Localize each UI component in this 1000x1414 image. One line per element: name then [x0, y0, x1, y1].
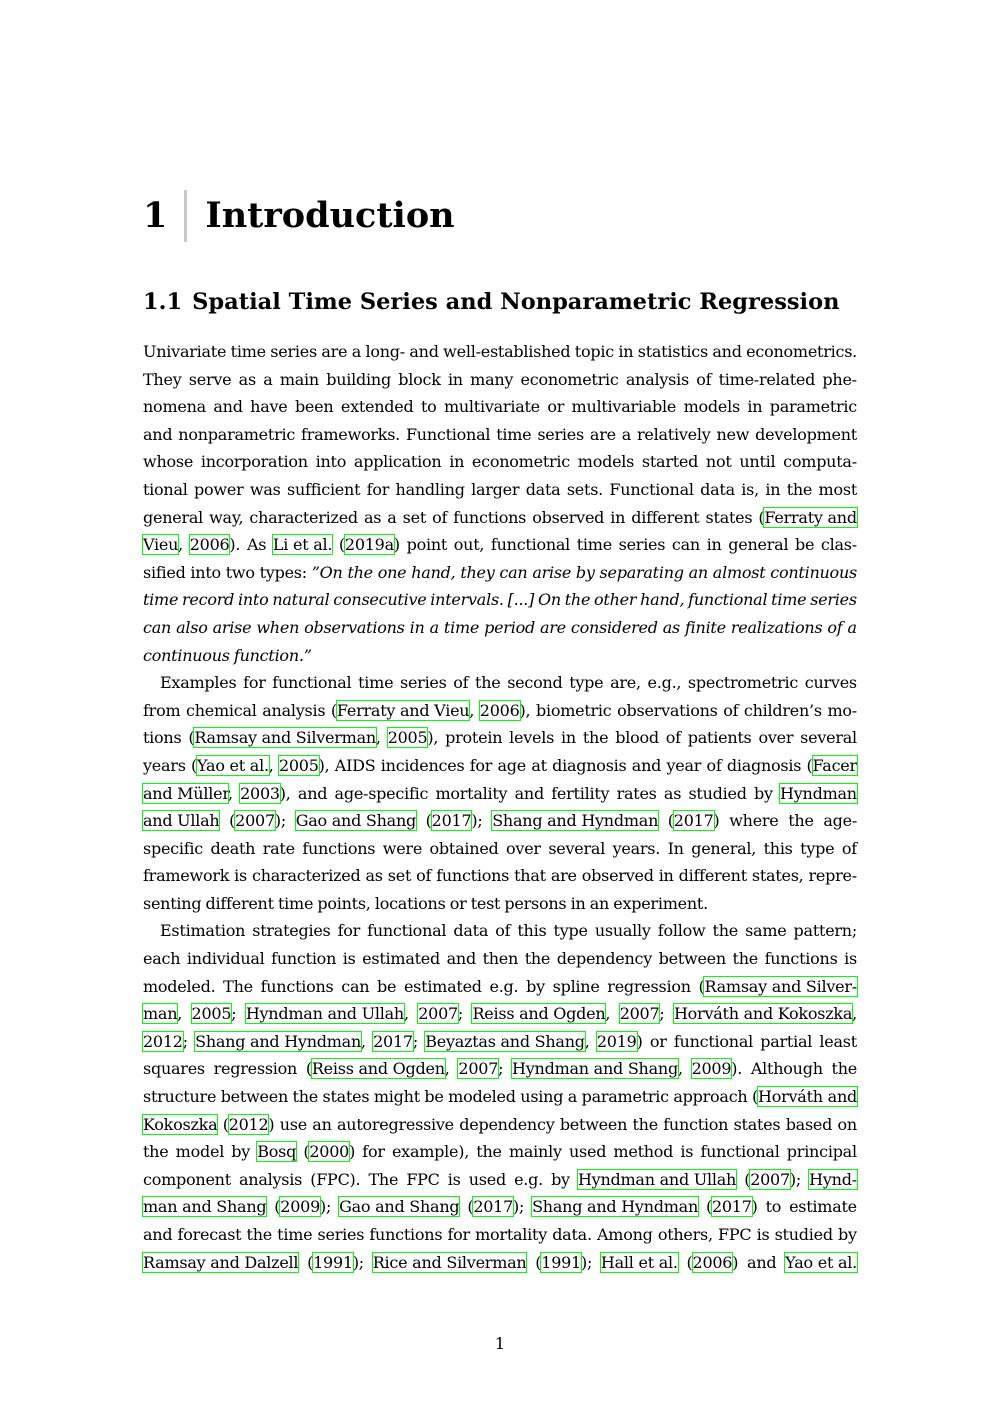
text-line: and Müller, 2003), and age-specific mortality and fertility rates as studied by Hyndman [143, 783, 857, 803]
text-line: the model by Bosq (2000) for example), the mainly used method is functional principal [143, 1142, 857, 1162]
citation-link[interactable]: 2017 [431, 811, 472, 831]
citation-link[interactable]: 2009 [691, 1059, 732, 1079]
citation-link[interactable]: 2007 [458, 1059, 499, 1079]
chapter-divider [184, 190, 187, 242]
citation-link[interactable]: Li et al. [272, 535, 333, 555]
text-line: sified into two types: ”On the one hand, they can arise by separating an almost continuous [143, 562, 857, 582]
text-line: Vieu, 2006). As Li et al. (2019a) point out, functional time series can in general be clas- [143, 535, 857, 555]
chapter-number: 1 [143, 195, 168, 236]
text-line: They serve as a main building block in many econometric analysis of time-related phe- [143, 369, 857, 389]
citation-link[interactable]: man [143, 1004, 178, 1024]
citation-link[interactable]: 2017 [373, 1031, 413, 1051]
citation-link[interactable]: Hyndman and Ullah [577, 1169, 737, 1189]
citation-link[interactable]: Bosq [257, 1142, 297, 1162]
text-line: years (Yao et al., 2005), AIDS incidences for age at diagnosis and year of diagnosis (Facer [143, 755, 857, 775]
citation-link[interactable]: 2019a [344, 535, 394, 555]
citation-link[interactable]: Hall et al. [600, 1252, 678, 1272]
chapter-title: Introduction [205, 195, 455, 236]
text-line: continuous function.” [143, 645, 312, 665]
citation-link[interactable]: Horváth and [758, 1087, 857, 1107]
text-line: from chemical analysis (Ferraty and Vieu, 2006), biometric observations of children’s mo- [143, 700, 857, 720]
text-line: and Ullah (2007); Gao and Shang (2017); Shang and Hyndman (2017) where the age- [143, 811, 857, 831]
citation-link[interactable]: 2000 [309, 1142, 350, 1162]
section-number: 1.1 [143, 289, 183, 315]
citation-link[interactable]: Shang and Hyndman [195, 1031, 362, 1051]
citation-link[interactable]: Hyndman [780, 783, 857, 803]
citation-link[interactable]: Ferraty and Vieu [336, 700, 470, 720]
text-line: and nonparametric frameworks. Functional time series are a relatively new development [143, 424, 857, 444]
citation-link[interactable]: Gao and Shang [295, 811, 416, 831]
citation-link[interactable]: and Müller [143, 783, 228, 803]
citation-link[interactable]: Yao et al. [785, 1252, 857, 1272]
citation-link[interactable]: Hyndman and Ullah [245, 1004, 404, 1024]
citation-link[interactable]: 2007 [750, 1169, 790, 1189]
citation-link[interactable]: 2009 [280, 1197, 321, 1217]
citation-link[interactable]: 2006 [189, 535, 230, 555]
section-title: Spatial Time Series and Nonparametric Regression [192, 289, 840, 315]
text-line: Estimation strategies for functional data of this type usually follow the same pattern; [160, 921, 857, 941]
text-line: tional power was sufficient for handling larger data sets. Functional data is, in the most [143, 479, 857, 499]
citation-link[interactable]: 2012 [228, 1114, 269, 1134]
citation-link[interactable]: Beyaztas and Shang [425, 1031, 585, 1051]
text-line: Kokoszka (2012) use an autoregressive dependency between the function states based on [143, 1114, 857, 1134]
citation-link[interactable]: Rice and Silverman [372, 1252, 527, 1272]
section-heading [143, 286, 839, 318]
citation-link[interactable]: Shang and Hyndman [492, 811, 659, 831]
body-text [143, 338, 857, 1276]
citation-link[interactable]: Ramsay and Dalzell [143, 1252, 299, 1272]
citation-link[interactable]: Hyndman and Shang [512, 1059, 678, 1079]
text-line: whose incorporation into application in econometric models started not until computa- [143, 452, 857, 472]
page-number: 1 [494, 1334, 506, 1353]
text-line: senting different time points, locations or test persons in an experiment. [143, 893, 708, 913]
text-line: man, 2005; Hyndman and Ullah, 2007; Reiss and Ogden, 2007; Horváth and Kokoszka, [143, 1004, 857, 1024]
citation-link[interactable]: 2006 [479, 700, 520, 720]
citation-link[interactable]: 2003 [240, 783, 280, 803]
citation-link[interactable]: 2019 [596, 1031, 637, 1051]
citation-link[interactable]: 2005 [191, 1004, 232, 1024]
citation-link[interactable]: man and Shang [143, 1197, 267, 1217]
citation-link[interactable]: Ramsay and Silver- [704, 976, 857, 996]
text-line: Univariate time series are a long- and well-established topic in statistics and econometrics. [143, 342, 857, 361]
citation-link[interactable]: Kokoszka [143, 1114, 218, 1134]
text-line: general way, characterized as a set of functions observed in different states (Ferraty and [143, 507, 857, 527]
citation-link[interactable]: 2017 [473, 1197, 514, 1217]
citation-link[interactable]: Shang and Hyndman [532, 1197, 699, 1217]
text-line: each individual function is estimated and then the dependency between the functions is [143, 949, 857, 969]
text-line: component analysis (FPC). The FPC is used e.g. by Hyndman and Ullah (2007); Hynd- [143, 1169, 857, 1189]
citation-link[interactable]: Facer [812, 755, 857, 775]
citation-link[interactable]: 2007 [418, 1004, 458, 1024]
citation-link[interactable]: Hynd- [809, 1169, 857, 1189]
text-line: modeled. The functions can be estimated e.g. by spline regression (Ramsay and Silver- [143, 976, 857, 996]
citation-link[interactable]: Ramsay and Silverman [194, 728, 376, 748]
text-line: 2012; Shang and Hyndman, 2017; Beyaztas and Shang, 2019) or functional partial least [143, 1031, 857, 1051]
citation-link[interactable]: 2007 [235, 811, 275, 831]
citation-link[interactable]: 2007 [619, 1004, 660, 1024]
text-line: and forecast the time series functions for mortality data. Among others, FPC is studied by [143, 1225, 857, 1244]
citation-link[interactable]: Horváth and Kokoszka [673, 1004, 853, 1024]
text-line: man and Shang (2009); Gao and Shang (2017); Shang and Hyndman (2017) to estimate [143, 1197, 857, 1217]
text-line: can also arise when observations in a time period are considered as finite realizations of a [143, 617, 857, 637]
text-line: Ramsay and Dalzell (1991); Rice and Silverman (1991); Hall et al. (2006) and Yao et al. [143, 1252, 857, 1272]
text-line: time record into natural consecutive intervals. [...] On the other hand, functional time series [143, 590, 857, 610]
citation-link[interactable]: Reiss and Ogden [311, 1059, 445, 1079]
citation-link[interactable]: 2017 [711, 1197, 752, 1217]
citation-link[interactable]: Yao et al. [196, 755, 269, 775]
citation-link[interactable]: Ferraty and [764, 507, 857, 527]
citation-link[interactable]: and Ullah [143, 811, 220, 831]
text-line: tions (Ramsay and Silverman, 2005), protein levels in the blood of patients over several [143, 728, 857, 748]
citation-link[interactable]: 1991 [541, 1252, 581, 1272]
citation-link[interactable]: Vieu [143, 535, 179, 555]
citation-link[interactable]: Gao and Shang [339, 1197, 460, 1217]
chapter-heading [143, 190, 455, 242]
text-line: squares regression (Reiss and Ogden, 2007; Hyndman and Shang, 2009). Although the [143, 1059, 857, 1079]
text-line: specific death rate functions were obtained over several years. In general, this type of [143, 838, 857, 858]
text-line: framework is characterized as set of functions that are observed in different states, repre- [143, 866, 857, 886]
citation-link[interactable]: 2012 [143, 1031, 183, 1051]
citation-link[interactable]: 2017 [673, 811, 714, 831]
citation-link[interactable]: 2005 [278, 755, 319, 775]
citation-link[interactable]: 2006 [692, 1252, 733, 1272]
citation-link[interactable]: Reiss and Ogden [472, 1004, 606, 1024]
text-line: structure between the states might be modeled using a parametric approach (Horváth and [143, 1087, 857, 1107]
citation-link[interactable]: 1991 [313, 1252, 353, 1272]
citation-link[interactable]: 2005 [387, 728, 428, 748]
text-line: nomena and have been extended to multivariate or multivariable models in parametric [143, 397, 857, 417]
text-line: Examples for functional time series of the second type are, e.g., spectrometric curves [160, 673, 857, 693]
